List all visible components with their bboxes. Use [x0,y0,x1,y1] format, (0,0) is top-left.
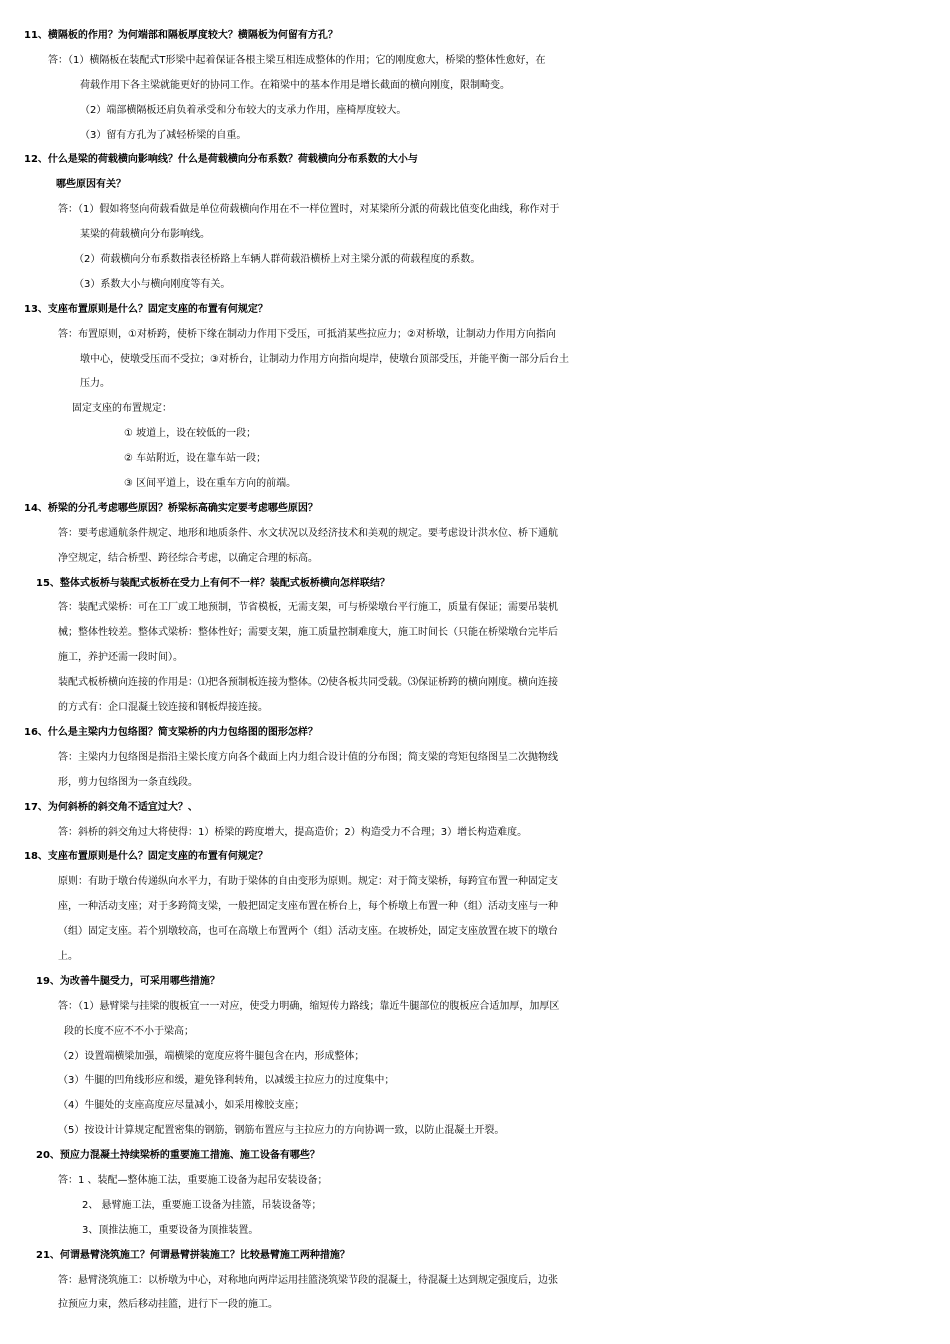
answer-line: 答：装配式梁桥：可在工厂或工地预制，节省模板，无需支架，可与桥梁墩台平行施工，质量有保证；需要吊装机 [58,602,558,614]
answer-line: 荷载作用下各主梁就能更好的协同工作。在箱梁中的基本作用是增长截面的横向刚度，限制畸变。 [80,79,510,91]
answer-line: ③ 区间平道上，设在重车方向的前端。 [124,478,297,490]
answer-line: 压力。 [80,378,110,390]
answer-line: （2）设置端横梁加强，端横梁的宽度应将牛腿包含在内，形成整体； [58,1050,365,1062]
answer-line: 2、 悬臂施工法，重要施工设备为挂篮，吊装设备等； [82,1199,322,1211]
answer-line: （4）牛腿处的支座高度应尽量减小，如采用橡胶支座； [58,1100,305,1112]
answer-line: 答：悬臂浇筑施工：以桥墩为中心，对称地向两岸运用挂篮浇筑梁节段的混凝土，待混凝土达到规定强度后，边张 [58,1274,558,1286]
answer-line: （3）系数大小与横向刚度等有关。 [74,278,231,290]
answer-line: 答：主梁内力包络图是指沿主梁长度方向各个截面上内力组合设计值的分布图；简支梁的弯矩包络图呈二次抛物线 [58,751,558,763]
answer-line: ② 车站附近，设在靠车站一段； [124,453,267,465]
question-heading: 13、支座布置原则是什么？固定支座的布置有何规定？ [24,303,268,315]
question-heading: 16、什么是主梁内力包络图？简支梁桥的内力包络图的图形怎样？ [24,726,318,738]
question-heading: 17、为何斜桥的斜交角不适宜过大？、 [24,801,198,813]
answer-line: 形，剪力包络图为一条直线段。 [58,776,198,788]
answer-line: 答：（1）假如将竖向荷载看做是单位荷载横向作用在不一样位置时，对某梁所分派的荷载比值变化曲线，称作对于 [58,204,560,216]
question-heading: 14、桥梁的分孔考虑哪些原因？桥梁标高确实定要考虑哪些原因？ [24,502,318,514]
answer-line: 净空规定，结合桥型、跨径综合考虑，以确定合理的标高。 [58,552,318,564]
answer-line: 座，一种活动支座；对于多跨简支梁，一般把固定支座布置在桥台上，每个桥墩上布置一种（组）活动支座与一种 [58,901,558,913]
question-heading: 哪些原因有关？ [56,179,126,191]
question-heading: 15、整体式板桥与装配式板桥在受力上有何不一样？装配式板桥横向怎样联结？ [36,577,390,589]
answer-line: 答：（1）横隔板在装配式T形梁中起着保证各根主梁互相连成整体的作用；它的刚度愈大，桥梁的整体性愈好，在 [48,54,546,66]
answer-line: 答：斜桥的斜交角过大将使得：1）桥梁的跨度增大，提高造价；2）构造受力不合理；3）增长构造难度。 [58,826,528,838]
answer-line: 答：（1）悬臂梁与挂梁的腹板宜一一对应，使受力明确，缩短传力路线；靠近牛腿部位的腹板应合适加厚，加厚区 [58,1000,560,1012]
question-heading: 12、什么是梁的荷载横向影响线？什么是荷载横向分布系数？荷载横向分布系数的大小与 [24,154,418,166]
answer-line: 答：1 、装配—整体施工法，重要施工设备为起吊安装设备； [58,1174,328,1186]
answer-line: 墩中心，使墩受压而不受拉；③对桥台，让制动力作用方向指向堤岸，使墩台顶部受压，并能平衡一部分后台土 [80,353,569,365]
answer-line: 械；整体性较差。整体式梁桥：整体性好；需要支架，施工质量控制难度大，施工时间长（只能在桥梁墩台完毕后 [58,627,558,639]
answer-line: 的方式有：企口混凝土铰连接和钢板焊接连接。 [58,702,268,714]
answer-line: 3、顶推法施工，重要设备为顶推装置。 [82,1224,259,1236]
answer-line: （3）留有方孔为了减轻桥梁的自重。 [80,129,247,141]
answer-line: （3）牛腿的凹角线形应和缓，避免锋利转角，以减缓主拉应力的过度集中； [58,1075,395,1087]
answer-line: 上。 [58,950,78,962]
answer-line: 段的长度不应不不小于梁高； [64,1025,194,1037]
answer-line: （2）端部横隔板还肩负着承受和分布较大的支承力作用，座椅厚度较大。 [80,104,407,116]
answer-line: （5）按设计计算规定配置密集的钢筋，钢筋布置应与主拉应力的方向协调一致，以防止混凝土开裂。 [58,1125,505,1137]
answer-line: 原则：有助于墩台传递纵向水平力，有助于梁体的自由变形为原则。规定：对于简支梁桥，每跨宜布置一种固定支 [58,876,558,888]
answer-line: 装配式板桥横向连接的作用是：⑴把各预制板连接为整体。⑵使各板共同受载。⑶保证桥跨的横向刚度。横向连接 [58,677,558,689]
answer-line: ① 坡道上，设在较低的一段； [124,428,257,440]
answer-line: （2）荷载横向分布系数指表径桥路上车辆人群荷载沿横桥上对主梁分派的荷载程度的系数。 [74,254,481,266]
question-heading: 19、为改善牛腿受力，可采用哪些措施？ [36,975,220,987]
question-heading: 18、支座布置原则是什么？固定支座的布置有何规定？ [24,851,268,863]
question-heading: 21、何谓悬臂浇筑施工？何谓悬臂拼装施工？比较悬臂施工两种措施？ [36,1249,350,1261]
answer-line: （组）固定支座。若个别墩较高，也可在高墩上布置两个（组）活动支座。在坡桥处，固定支座放置在坡下的墩台 [58,926,558,938]
question-heading: 11、横隔板的作用？为何端部和隔板厚度较大？横隔板为何留有方孔？ [24,30,338,41]
document-page [0,24,950,1318]
question-heading: 20、预应力混凝土持续梁桥的重要施工措施、施工设备有哪些？ [36,1150,320,1162]
answer-line: 某梁的荷载横向分布影响线。 [80,229,210,241]
answer-line: 答：布置原则，①对桥跨，使桥下缘在制动力作用下受压，可抵消某些拉应力；②对桥墩，让制动力作用方向指向 [58,328,556,340]
answer-line: 拉预应力束，然后移动挂篮，进行下一段的施工。 [58,1299,278,1311]
answer-line: 答：要考虑通航条件规定、地形和地质条件、水文状况以及经济技术和美观的规定。要考虑设计洪水位、桥下通航 [58,527,558,539]
answer-line: 施工，养护还需一段时间）。 [58,652,183,664]
answer-line: 固定支座的布置规定： [72,403,172,415]
